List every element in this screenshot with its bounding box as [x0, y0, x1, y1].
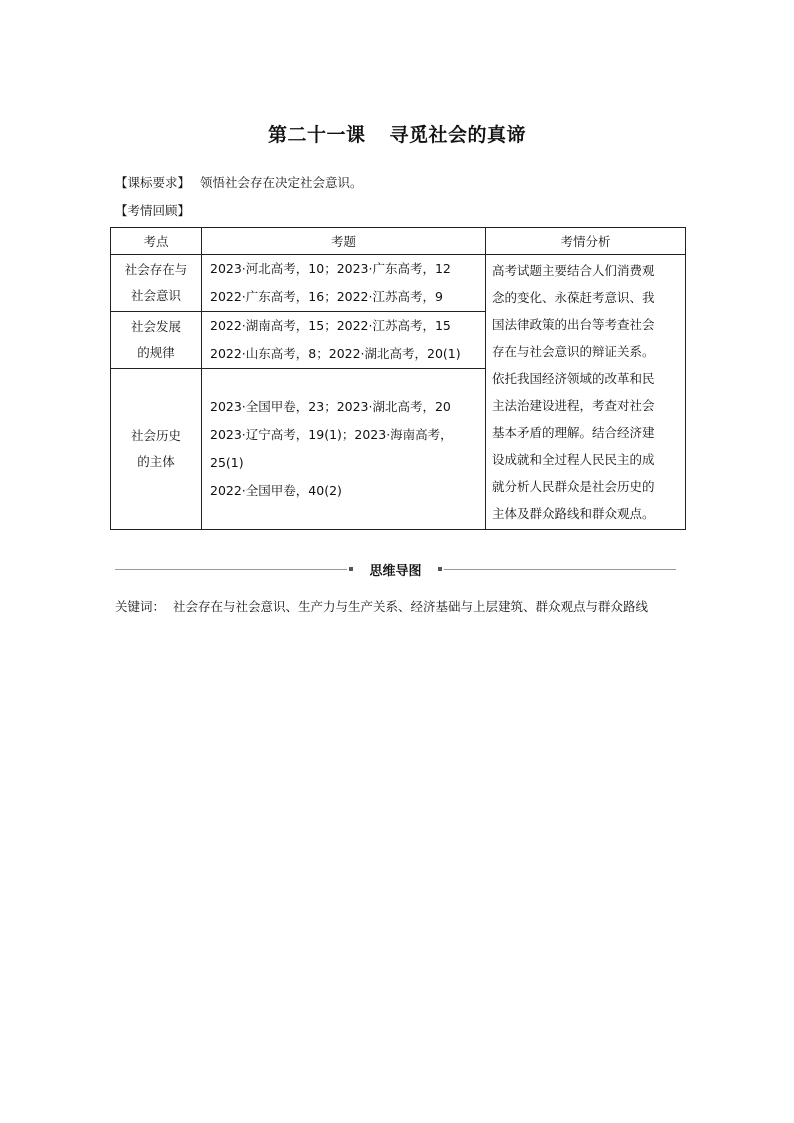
divider-dot-right	[438, 567, 442, 571]
header-point: 考点	[111, 228, 202, 255]
page-title	[0, 120, 794, 147]
lesson-topic: 寻觅社会的真谛	[389, 124, 527, 146]
exam-items: 2022·湖南高考，15；2022·江苏高考，15 2022·山东高考，8；2022·湖北高考，20(1)	[202, 312, 486, 369]
exam-review-label: 【考情回顾】	[115, 203, 191, 218]
exam-items: 2023·河北高考，10；2023·广东高考，12 2022·广东高考，16；2022·江苏高考，9	[202, 255, 486, 312]
exam-review-table	[110, 227, 686, 530]
table-row	[111, 255, 686, 312]
mindmap-heading: 思维导图	[369, 564, 422, 579]
keywords-label: 关键词：	[115, 599, 166, 614]
keywords	[115, 593, 680, 620]
lesson-number: 第二十一课	[267, 124, 366, 146]
exam-analysis: 高考试题主要结合人们消费观 念的变化、永葆赶考意识、我 国法律政策的出台等考查社会 存在与社会意识的辩证关系。 依托我国经济领域的改革和民 主法治建设进程，考查对社会 基本矛盾的理解。结合经济建 设成就和全过程人民民主的成 就分析人民群众是社会历史的 主体及群众路线和群众观点。	[486, 255, 686, 530]
curriculum-requirement	[115, 173, 363, 191]
header-analysis: 考情分析	[486, 228, 686, 255]
divider-line-right	[444, 569, 676, 570]
exam-point: 社会历史 的主体	[111, 369, 202, 530]
curriculum-text: 领悟社会存在决定社会意识。	[200, 175, 363, 190]
mindmap-divider	[115, 564, 676, 579]
table-header-row	[111, 228, 686, 255]
keywords-text: 社会存在与社会意识、生产力与生产关系、经济基础与上层建筑、群众观点与群众路线	[173, 599, 649, 614]
curriculum-label: 【课标要求】	[115, 175, 191, 190]
exam-point: 社会发展 的规律	[111, 312, 202, 369]
exam-items: 2023·全国甲卷，23；2023·湖北高考，20 2023·辽宁高考，19(1)；2023·海南高考，25(1) 2022·全国甲卷，40(2)	[202, 369, 486, 530]
header-items: 考题	[202, 228, 486, 255]
exam-point: 社会存在与 社会意识	[111, 255, 202, 312]
